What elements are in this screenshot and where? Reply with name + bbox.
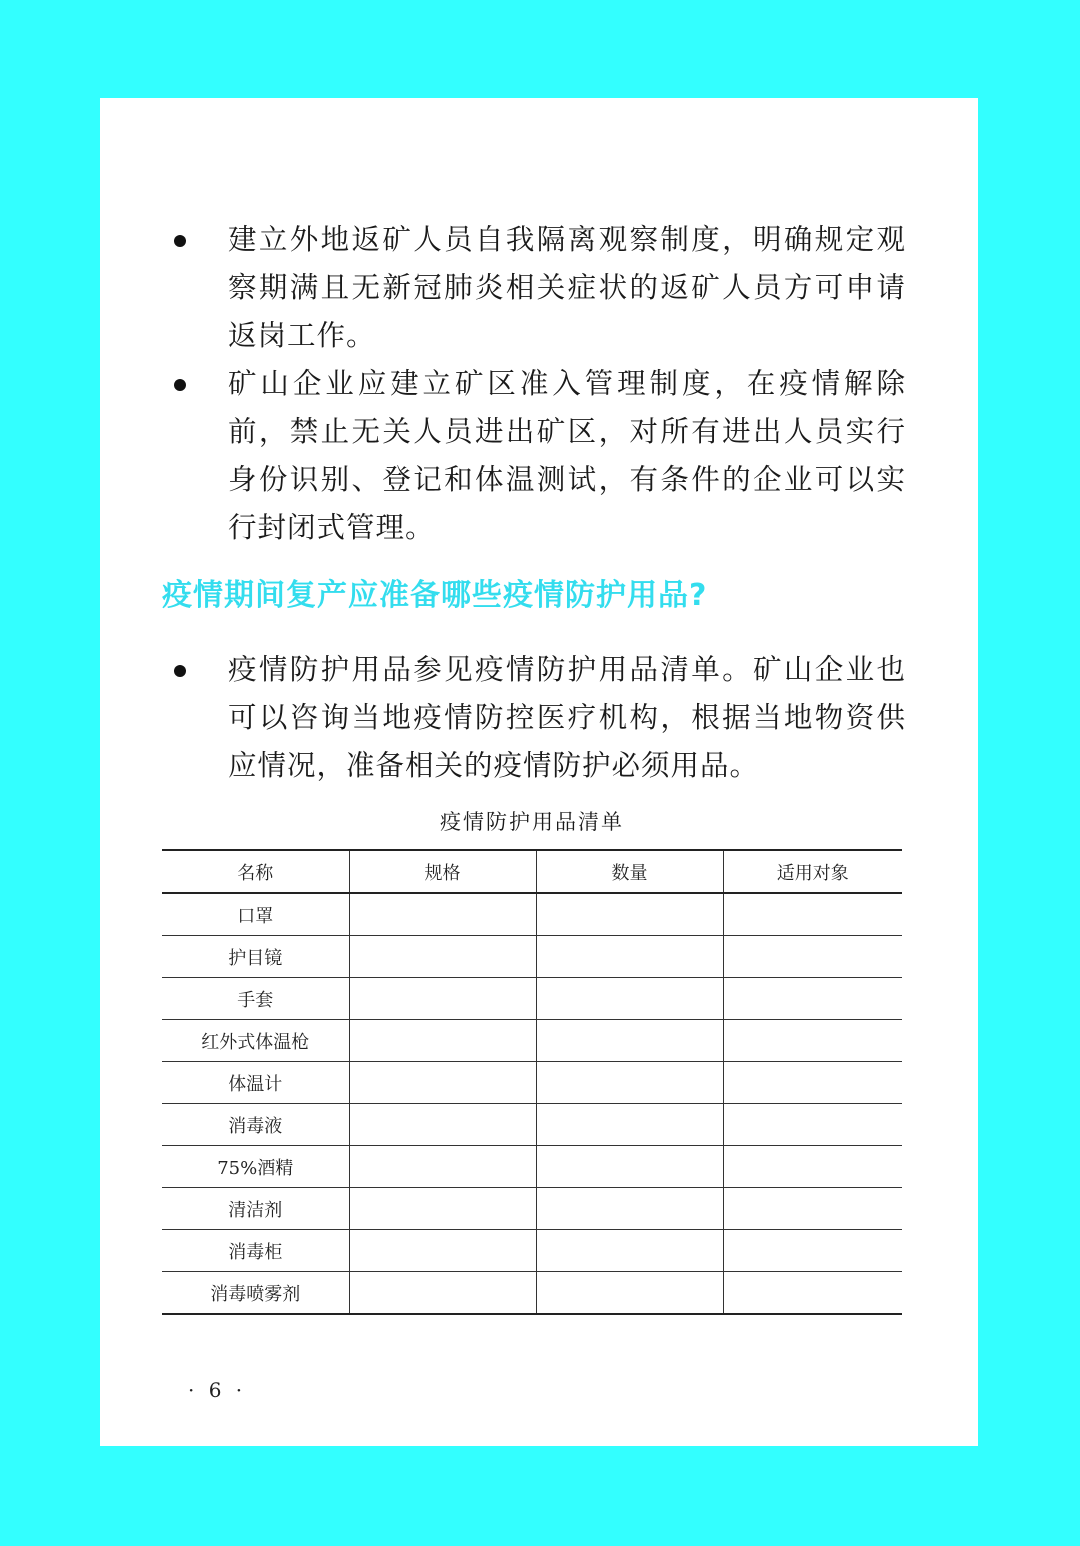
table-cell [723, 936, 902, 978]
table-row [162, 1230, 902, 1272]
page-number: · 6 · [188, 1378, 247, 1402]
table-cell: 体温计 [162, 1062, 349, 1104]
table-cell [536, 1020, 723, 1062]
table-cell: 口罩 [162, 893, 349, 936]
bullet-list-section-2 [166, 646, 906, 790]
bullet-text: 矿山企业应建立矿区准入管理制度，在疫情解除前，禁止无关人员进出矿区，对所有进出人员实行身份识别、登记和体温测试，有条件的企业可以实行封闭式管理。 [228, 367, 906, 544]
table-cell [723, 1146, 902, 1188]
table-row [162, 1146, 902, 1188]
table-cell [536, 1188, 723, 1230]
table-cell [723, 1020, 902, 1062]
bullet-item [166, 216, 906, 360]
table-row [162, 936, 902, 978]
table-cell: 消毒液 [162, 1104, 349, 1146]
table-cell [536, 1230, 723, 1272]
table-cell [349, 893, 536, 936]
table-header-row [162, 850, 902, 893]
header-spec: 规格 [349, 850, 536, 893]
table-cell [536, 1104, 723, 1146]
table-row [162, 1272, 902, 1315]
table-cell [723, 1230, 902, 1272]
table-cell [536, 893, 723, 936]
bullet-dot-icon [174, 379, 186, 391]
table-cell: 消毒喷雾剂 [162, 1272, 349, 1315]
table-cell: 手套 [162, 978, 349, 1020]
table-cell [349, 1020, 536, 1062]
table-row [162, 1104, 902, 1146]
table-cell [349, 1062, 536, 1104]
header-name: 名称 [162, 850, 349, 893]
table-cell [723, 1062, 902, 1104]
table-cell [349, 1104, 536, 1146]
bullet-text: 疫情防护用品参见疫情防护用品清单。矿山企业也可以咨询当地疫情防控医疗机构，根据当地物资供应情况，准备相关的疫情防护必须用品。 [228, 653, 906, 782]
table-cell [723, 893, 902, 936]
table-cell [349, 978, 536, 1020]
document-page [100, 98, 978, 1446]
table-cell [536, 1272, 723, 1315]
table-cell [349, 1146, 536, 1188]
table-row [162, 978, 902, 1020]
table-cell [536, 936, 723, 978]
section-heading: 疫情期间复产应准备哪些疫情防护用品? [162, 578, 708, 613]
table-body [162, 893, 902, 1314]
table-cell [723, 1272, 902, 1315]
bullet-item [166, 360, 906, 552]
table-row [162, 1062, 902, 1104]
bullet-dot-icon [174, 665, 186, 677]
table-cell [349, 1230, 536, 1272]
bullet-item [166, 646, 906, 790]
table-caption: 疫情防护用品清单 [440, 810, 624, 834]
table-cell [536, 1146, 723, 1188]
table-cell: 75%酒精 [162, 1146, 349, 1188]
table-cell [349, 1272, 536, 1315]
table-cell: 消毒柜 [162, 1230, 349, 1272]
table-row [162, 1188, 902, 1230]
table-cell [536, 978, 723, 1020]
table-cell [536, 1062, 723, 1104]
table-cell [723, 1104, 902, 1146]
bullet-text: 建立外地返矿人员自我隔离观察制度，明确规定观察期满且无新冠肺炎相关症状的返矿人员方可申请返岗工作。 [228, 223, 906, 352]
table-cell [723, 1188, 902, 1230]
supplies-table [162, 849, 902, 1315]
table-cell [349, 1188, 536, 1230]
table-cell: 清洁剂 [162, 1188, 349, 1230]
bullet-list-section-1 [166, 216, 906, 552]
table-cell [349, 936, 536, 978]
header-target: 适用对象 [723, 850, 902, 893]
table-row [162, 1020, 902, 1062]
table-header [162, 850, 902, 893]
table-cell: 护目镜 [162, 936, 349, 978]
header-quantity: 数量 [536, 850, 723, 893]
table-row [162, 893, 902, 936]
table-cell: 红外式体温枪 [162, 1020, 349, 1062]
table-cell [723, 978, 902, 1020]
bullet-dot-icon [174, 235, 186, 247]
